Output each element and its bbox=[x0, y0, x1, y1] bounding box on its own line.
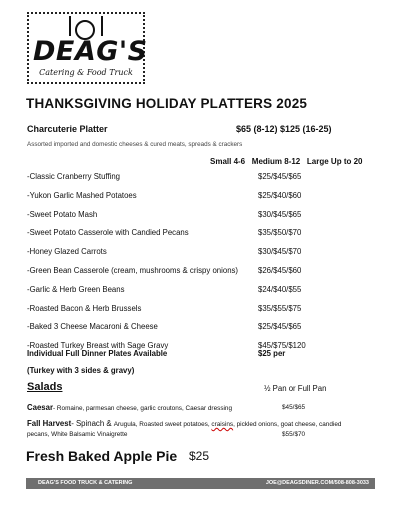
fall-harvest-salad bbox=[27, 419, 341, 428]
menu-item-name: -Green Bean Casserole (cream, mushrooms & crispy onions) bbox=[27, 266, 239, 275]
size-headers: Small 4-6 Medium 8-12 Large Up to 20 bbox=[210, 157, 363, 166]
footer-contact: JOE@DEAGSDINER.COM/508-808-3033 bbox=[265, 480, 369, 486]
menu-item-price: $25/$45/$65 bbox=[258, 322, 302, 332]
menu-item-name: -Garlic & Herb Green Beans bbox=[27, 284, 125, 294]
menu-item-name: -Honey Glazed Carrots bbox=[27, 247, 107, 257]
caesar-name: Caesar bbox=[27, 403, 54, 412]
apple-pie-price: $25 bbox=[189, 449, 210, 463]
fall-harvest-craisins: craisins bbox=[211, 421, 234, 428]
caesar-description: - Romaine, parmesan cheese, garlic croutons, Caesar dressing bbox=[53, 405, 233, 412]
fall-harvest-desc-line2: pecans, White Balsamic Vinaigrette bbox=[27, 431, 128, 438]
menu-item-price: $24/$40/$55 bbox=[258, 284, 302, 294]
dinner-plates-label: Individual Full Dinner Plates Available bbox=[27, 349, 168, 358]
menu-item-name: -Roasted Bacon & Herb Brussels bbox=[27, 303, 142, 313]
menu-item-price: $30/$45/$70 bbox=[258, 247, 302, 257]
logo-fork-icon bbox=[69, 16, 71, 36]
caesar-price: $45/$65 bbox=[282, 404, 306, 411]
menu-item-price: $45/$75/$120 bbox=[258, 341, 306, 351]
menu-item-price: $35/$50/$70 bbox=[258, 228, 302, 238]
fall-harvest-desc-lead: - Spinach & bbox=[71, 419, 114, 428]
fall-harvest-price: $55/$70 bbox=[282, 431, 306, 438]
menu-item-name: -Yukon Garlic Mashed Potatoes bbox=[27, 190, 137, 200]
charcuterie-description: Assorted imported and domestic cheeses & cured meats, spreads & crackers bbox=[27, 141, 243, 148]
caesar-salad bbox=[27, 403, 232, 412]
logo-knife-icon bbox=[101, 16, 103, 36]
logo-tagline: Catering & Food Truck bbox=[39, 68, 133, 77]
footer-business-name: DEAG'S FOOD TRUCK & CATERING bbox=[38, 480, 133, 486]
logo-name: DEAG'S bbox=[33, 36, 148, 67]
dinner-plates-note: (Turkey with 3 sides & gravy) bbox=[27, 366, 135, 375]
charcuterie-price: $65 (8-12) $125 (16-25) bbox=[236, 124, 332, 134]
salads-heading: Salads bbox=[27, 381, 63, 393]
menu-item-name: -Baked 3 Cheese Macaroni & Cheese bbox=[27, 322, 158, 332]
salads-size-note: ½ Pan or Full Pan bbox=[264, 384, 327, 393]
logo bbox=[27, 12, 148, 84]
menu-item-name: -Sweet Potato Mash bbox=[27, 209, 98, 219]
footer-bar bbox=[26, 478, 375, 489]
fall-harvest-name: Fall Harvest bbox=[27, 419, 72, 428]
apple-pie-name: Fresh Baked Apple Pie bbox=[26, 448, 178, 464]
page-title: THANKSGIVING HOLIDAY PLATTERS 2025 bbox=[26, 96, 308, 111]
fall-harvest-desc-b: , pickled onions, goat cheese, candied bbox=[233, 421, 342, 428]
menu-item-price: $30/$45/$65 bbox=[258, 209, 302, 219]
dinner-plates-price: $25 per bbox=[258, 349, 286, 358]
menu-item-name: -Classic Cranberry Stuffing bbox=[27, 172, 121, 181]
menu-item-price: $25/$40/$60 bbox=[258, 190, 302, 200]
menu-item-price: $26/$45/$60 bbox=[258, 266, 302, 275]
menu-item-price: $25/$45/$65 bbox=[258, 172, 302, 181]
charcuterie-name: Charcuterie Platter bbox=[27, 124, 108, 134]
fall-harvest-desc-a: Arugula, Roasted sweet potatoes, bbox=[113, 421, 212, 428]
menu-item-name: -Sweet Potato Casserole with Candied Pecans bbox=[27, 228, 189, 238]
menu-item-name: -Roasted Turkey Breast with Sage Gravy bbox=[27, 341, 169, 351]
menu-item-price: $35/$55/$75 bbox=[258, 303, 302, 313]
